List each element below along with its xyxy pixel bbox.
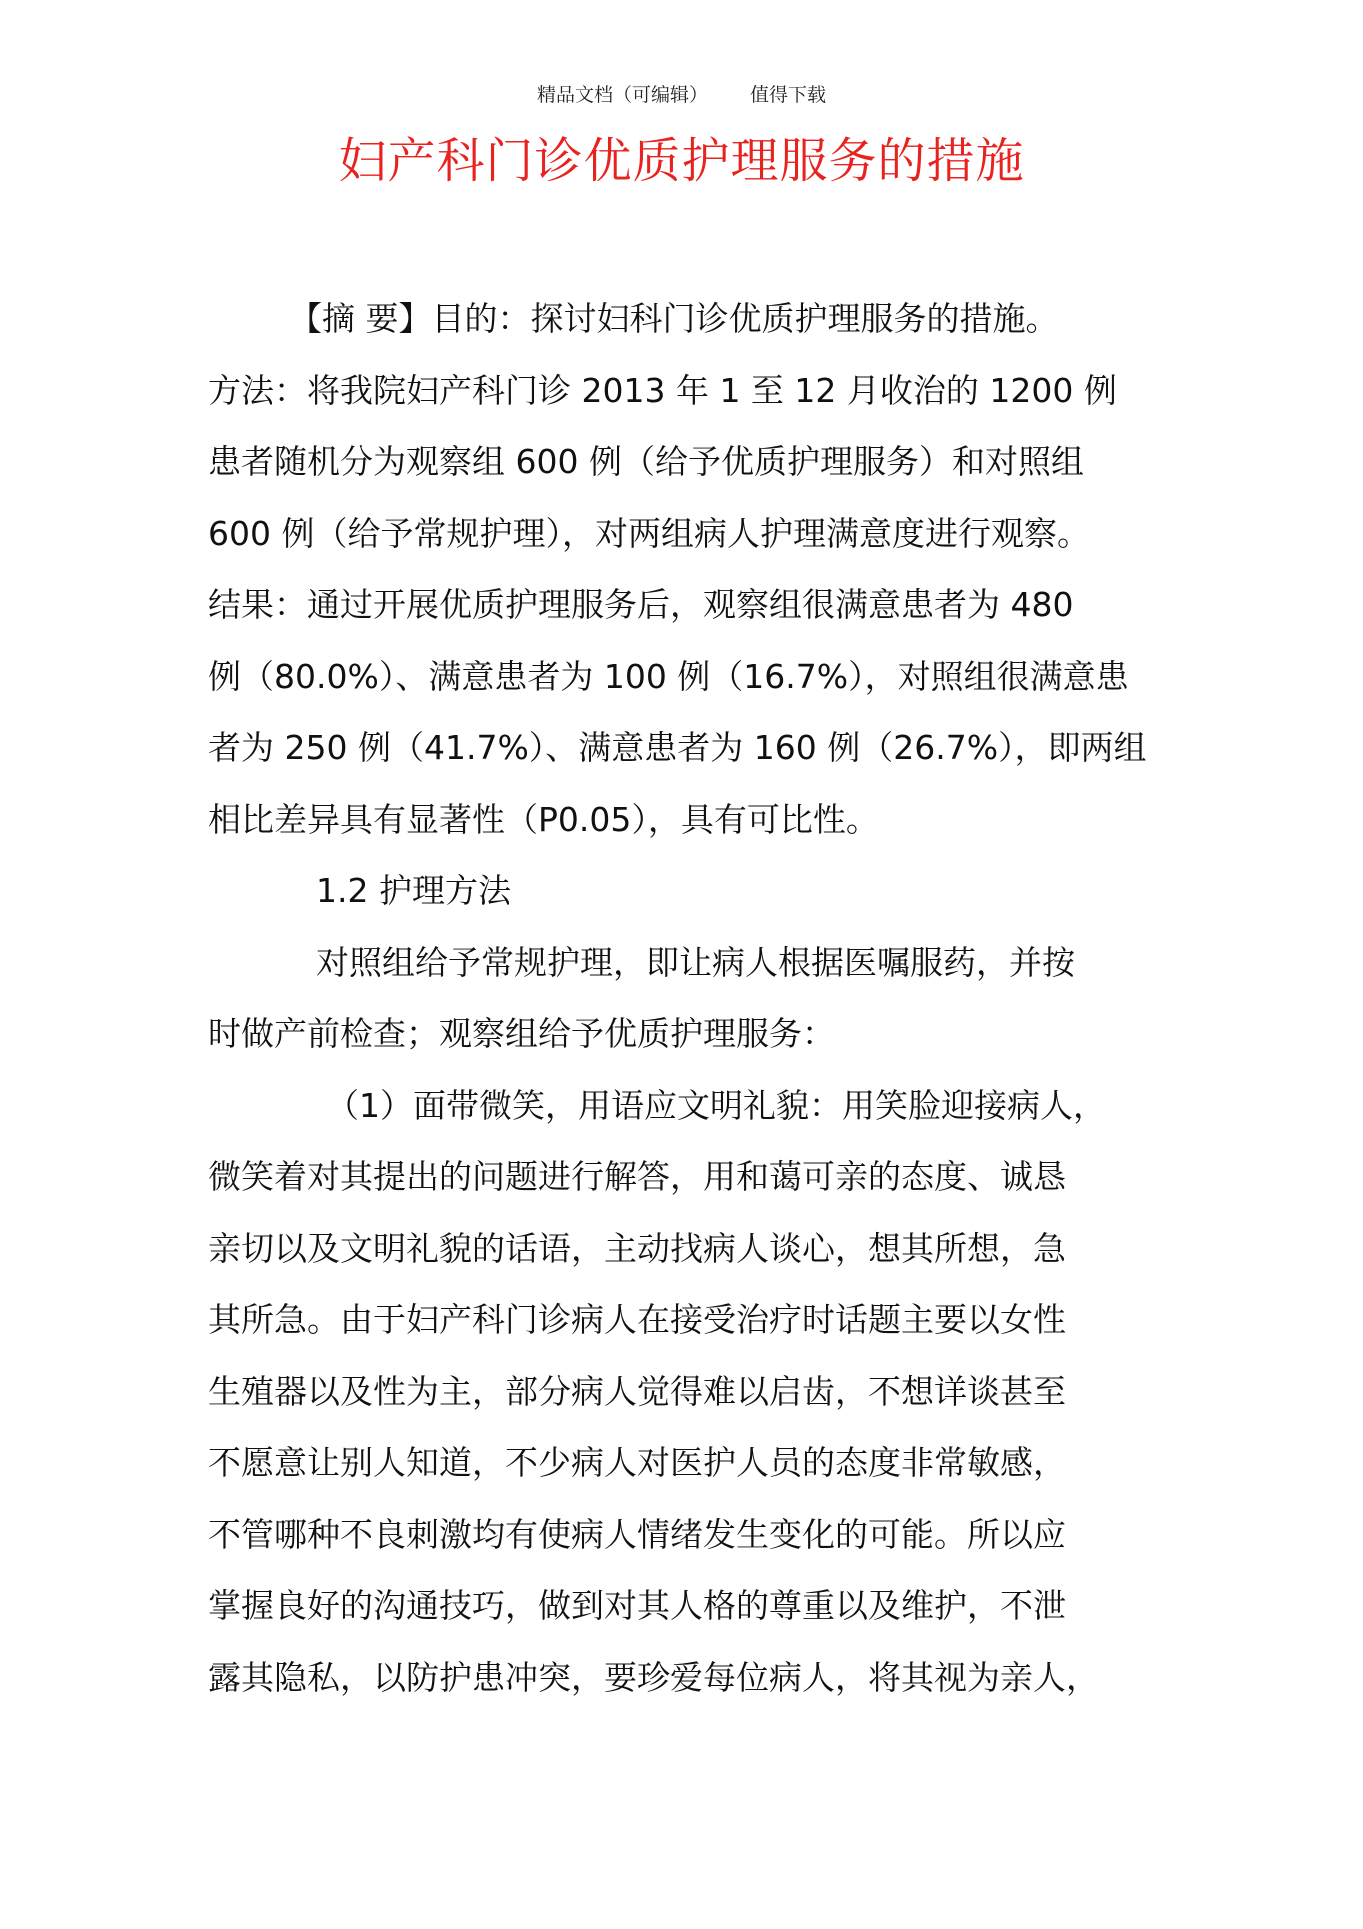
text-line: 结果：通过开展优质护理服务后，观察组很满意患者为 480 xyxy=(208,585,1074,624)
document-body xyxy=(208,283,1208,1713)
text-line: 不愿意让别人知道，不少病人对医护人员的态度非常敏感， xyxy=(208,1443,1066,1482)
text-line: 对照组给予常规护理，即让病人根据医嘱服药，并按 xyxy=(316,942,1075,982)
text-line: 微笑着对其提出的问题进行解答，用和蔼可亲的态度、诚恳 xyxy=(208,1157,1066,1196)
abstract-line: 【摘 要】目的：探讨妇科门诊优质护理服务的措施。 xyxy=(289,299,1059,338)
header-left-note: 精品文档（可编辑） xyxy=(536,84,708,106)
text-line: 露其隐私，以防护患冲突，要珍爱每位病人，将其视为亲人， xyxy=(208,1657,1099,1697)
text-line: 患者随机分为观察组 600 例（给予优质护理服务）和对照组 xyxy=(208,442,1084,481)
text-line: 时做产前检查；观察组给予优质护理服务： xyxy=(208,1014,835,1053)
section-heading: 1.2 护理方法 xyxy=(316,871,511,910)
text-line: 相比差异具有显著性（P0.05），具有可比性。 xyxy=(208,799,879,839)
document-title: 妇产科门诊优质护理服务的措施 xyxy=(338,133,1025,189)
text-line: 不管哪种不良刺激均有使病人情绪发生变化的可能。所以应 xyxy=(208,1514,1066,1554)
text-line: 者为 250 例（41.7%）、满意患者为 160 例（26.7%），即两组 xyxy=(208,728,1147,767)
text-line: 方法：将我院妇产科门诊 2013 年 1 至 12 月收治的 1200 例 xyxy=(208,370,1117,410)
text-line: 生殖器以及性为主，部分病人觉得难以启齿，不想详谈甚至 xyxy=(208,1371,1066,1411)
text-line: 例（80.0%）、满意患者为 100 例（16.7%），对照组很满意患 xyxy=(208,656,1129,696)
header-right-note: 值得下载 xyxy=(750,84,827,106)
text-line: 亲切以及文明礼貌的话语，主动找病人谈心，想其所想，急 xyxy=(208,1228,1066,1268)
text-line: 掌握良好的沟通技巧，做到对其人格的尊重以及维护，不泄 xyxy=(208,1586,1066,1625)
text-line: 其所急。由于妇产科门诊病人在接受治疗时话题主要以女性 xyxy=(208,1300,1066,1339)
text-line: 600 例（给予常规护理），对两组病人护理满意度进行观察。 xyxy=(208,513,1090,553)
list-item-line: （1）面带微笑，用语应文明礼貌：用笑脸迎接病人， xyxy=(326,1085,1106,1125)
page-header-note xyxy=(0,80,1363,107)
